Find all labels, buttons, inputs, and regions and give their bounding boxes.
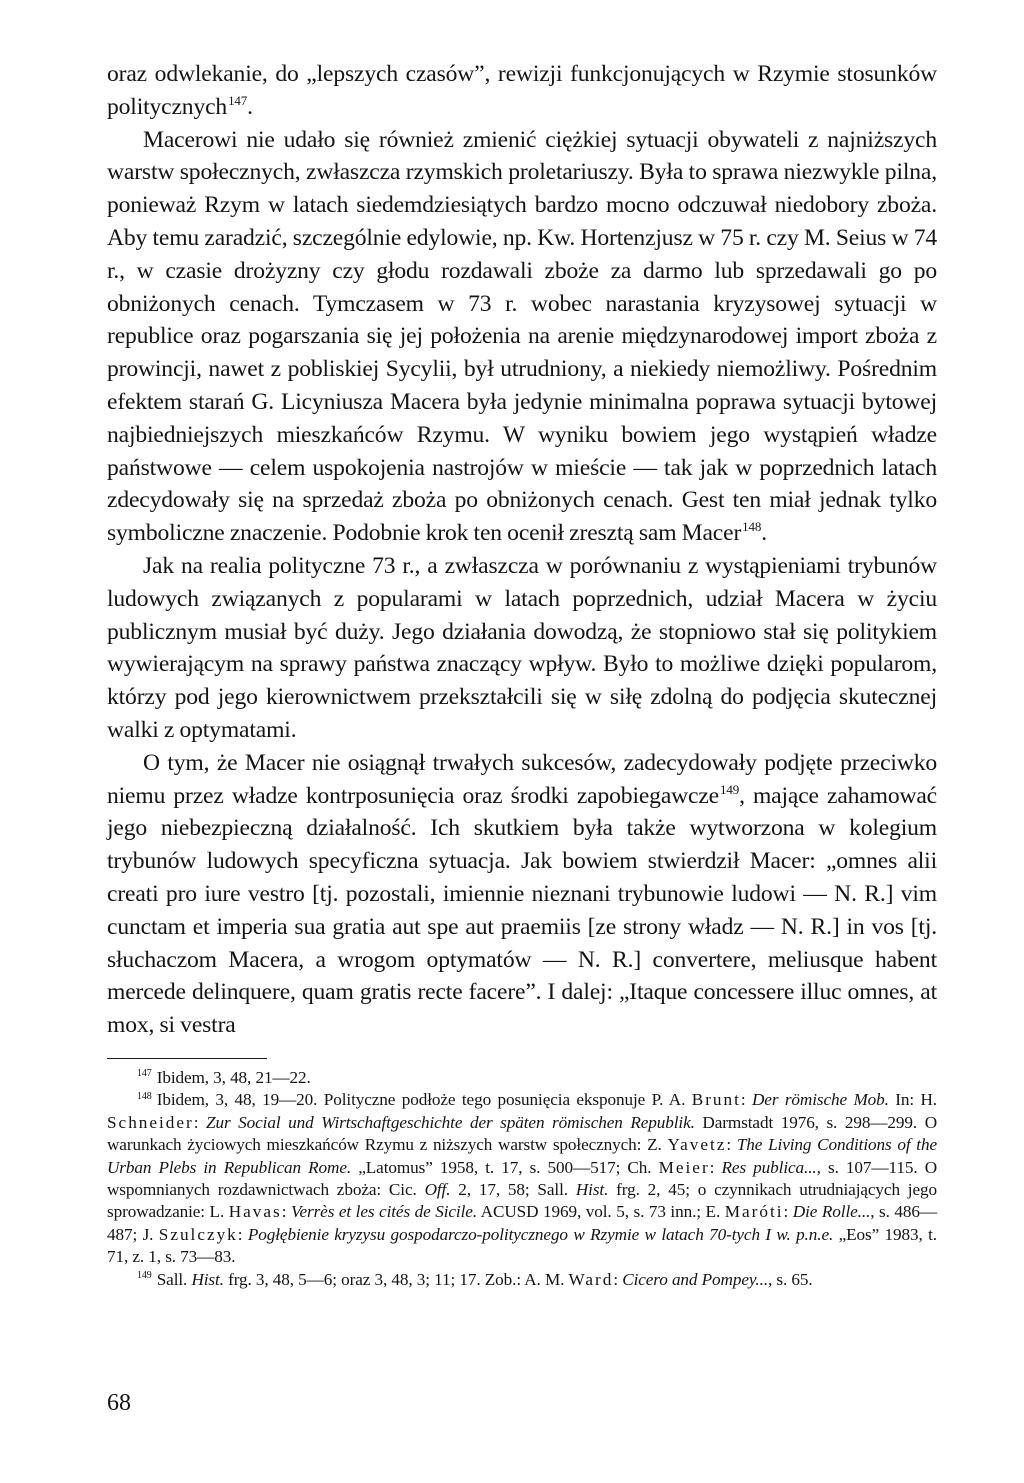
footnote-text: , s. 65.: [768, 1269, 813, 1289]
main-text: [107, 58, 937, 1042]
paragraph-3: Jak na realia polityczne 73 r., a zwłaszcza w porównaniu z wystąpieniami trybunów ludowych związanych z popularami w latach poprzednich, udział Macera w życiu publicznym musiał być duży. Jego działania dowodzą, że stopniowo stał się politykiem wywierającym na sprawy państwa znaczący wpływ. Było to możliwe dzięki popularom, którzy pod jego kierownictwem przekształcili się w siłę zdolną do podjęcia skutecznej walki z optymatami.: [107, 552, 937, 743]
cited-title: Cicero and Pompey...: [622, 1269, 769, 1289]
footnote-text: Ibidem, 3, 48, 19—20. Polityczne podłoże tego posunięcia eksponuje P. A.: [156, 1090, 692, 1110]
footnote-text: „Eos” 1983, t. 71, z. 1, s. 73—83.: [107, 1224, 937, 1267]
footnote-text: :: [613, 1269, 623, 1289]
footnote-text: , s. 486—487; J.: [107, 1202, 937, 1244]
author-name: Yavetz: [667, 1135, 727, 1155]
cited-title: Verrès et les cités de Sicile.: [290, 1202, 478, 1222]
author-name: Maróti: [724, 1202, 784, 1222]
cited-title: Hist.: [191, 1269, 224, 1289]
footnote-text: :: [237, 1224, 248, 1244]
footnote-number: 148: [137, 1090, 152, 1102]
footnote-text: :: [783, 1202, 793, 1222]
footnote-text: , s. 107—115. O wspomnianych rozdawnictwach zboża: Cic.: [107, 1157, 938, 1200]
author-name: Schneider: [107, 1112, 194, 1132]
paragraph-2: [107, 124, 937, 550]
footnote-text: :: [740, 1090, 752, 1110]
cited-title: Die Rolle...: [792, 1202, 871, 1222]
cited-title: Hist.: [575, 1180, 609, 1200]
footnote-text: frg. 2, 45; o czynnikach utrudniających jego sprowadzanie: L.: [107, 1180, 938, 1222]
footnote-number: 147: [137, 1068, 152, 1080]
footnote-149: [107, 1269, 937, 1291]
footnote-147: [107, 1067, 937, 1089]
footnote-text: :: [281, 1202, 291, 1222]
footnote-text: :: [193, 1112, 207, 1132]
footnote-text: Ibidem, 3, 48, 21—22.: [156, 1068, 311, 1087]
footnote-text: „Latomus” 1958, t. 17, s. 500—517; Ch.: [351, 1157, 659, 1177]
cited-title: Zur Social und Wirtschaftgeschichte der späten römischen Republik.: [206, 1112, 695, 1132]
footnote-ref-149[interactable]: 149: [720, 781, 740, 797]
paragraph-text: O tym, że Macer nie osiągnął trwałych sukcesów, zadecydowały podjęte przeciwko niemu przez władze kontrposunięcia oraz środki zapobiegawcze: [107, 749, 937, 809]
cited-title: Pogłębienie kryzysu gospodarczo-politycznego w Rzymie w latach 70-tych I w. p.n.e.: [247, 1224, 834, 1244]
footnote-text: In: H.: [888, 1090, 937, 1110]
page-number: 68: [107, 1390, 131, 1416]
footnote-text: Sall.: [156, 1269, 192, 1289]
footnote-text: Darmstadt 1976, s. 298—299. O warunkach życiowych mieszkańców Rzymu z niższych warstw społecznych: Z.: [107, 1112, 938, 1155]
footnote-text: 2, 17, 58; Sall.: [450, 1180, 576, 1200]
paragraph-4: [107, 747, 937, 1042]
cited-title: Der römische Mob.: [751, 1090, 889, 1110]
author-name: Havas: [228, 1202, 282, 1222]
author-name: Meier: [658, 1157, 710, 1177]
cited-title: Off.: [424, 1180, 451, 1200]
author-name: Ward: [568, 1269, 614, 1289]
author-name: Brunt: [691, 1090, 741, 1110]
footnote-number: 149: [137, 1269, 152, 1281]
paragraph-1: [107, 58, 937, 124]
paragraph-text: , mające zahamować jego niebezpieczną działalność. Ich skutkiem była także wytworzona w kolegium trybunów ludowych specyficzna sytuacja. Jak bowiem stwierdził Macer: „omnes alii creati pro iure vestro [tj. pozostali, imiennie nieznani trybunowie ludowi — N. R.] vim cunctam et imperia sua gratia aut spe aut praemiis [ze strony władz — N. R.] in vos [tj. słuchaczom Macera, a wrogom optymatów — N. R.] convertere, meliusque habent mercede delinquere, quam gratis recte facere”. I dalej: „Itaque concessere illuc omnes, at mox, si vestra: [107, 782, 937, 1039]
paragraph-text: .: [247, 93, 253, 120]
footnote-text: ACUSD 1969, vol. 5, s. 73 inn.; E.: [477, 1202, 725, 1222]
footnote-text: frg. 3, 48, 5—6; oraz 3, 48, 3; 11; 17. Zob.: A. M.: [223, 1269, 569, 1289]
paragraph-text: .: [761, 520, 767, 547]
author-name: Szulczyk: [158, 1224, 238, 1244]
footnote-divider: [107, 1058, 267, 1059]
footnote-text: :: [726, 1135, 737, 1155]
footnote-text: :: [709, 1157, 722, 1177]
footnotes: [107, 1067, 937, 1291]
paragraph-text: Macerowi nie udało się również zmienić ciężkiej sytuacji obywateli z najniższych warstw społecznych, zwłaszcza rzymskich proletariuszy. Była to sprawa niezwykle pilna, ponieważ Rzym w latach siedemdziesiątych bardzo mocno odczuwał niedobory zboża. Aby temu zaradzić, szczególnie edylowie, np. Kw. Hortenzjusz w 75 r. czy M. Seius w 74 r., w czasie drożyzny czy głodu rozdawali zboże za darmo lub sprzedawali go po obniżonych cenach. Tymczasem w 73 r. wobec narastania kryzysowej sytuacji w republice oraz pogarszania się jej położenia na arenie międzynarodowej import zboża z prowincji, nawet z pobliskiej Sycylii, był utrudniony, a niekiedy niemożliwy. Pośrednim efektem starań G. Licyniusza Macera była jedynie minimalna poprawa sytuacji bytowej najbiedniejszych mieszkańców Rzymu. W wyniku bowiem jego wystąpień władze państwowe — celem uspokojenia nastrojów w mieście — tak jak w poprzednich latach zdecydowały się na sprzedaż zboża po obniżonych cenach. Gest ten miał jednak tylko symboliczne znaczenie. Podobnie krok ten ocenił zresztą sam Macer: [107, 126, 937, 547]
footnote-148: [107, 1089, 937, 1268]
footnote-ref-147[interactable]: 147: [228, 92, 248, 108]
cited-title: The Living Conditions of the Urban Plebs in Republican Rome.: [107, 1135, 937, 1177]
paragraph-text: oraz odwlekanie, do „lepszych czasów”, rewizji funkcjonujących w Rzymie stosunków politycznych: [107, 61, 937, 120]
footnote-ref-148[interactable]: 148: [742, 519, 762, 535]
cited-title: Res publica...: [721, 1157, 817, 1177]
